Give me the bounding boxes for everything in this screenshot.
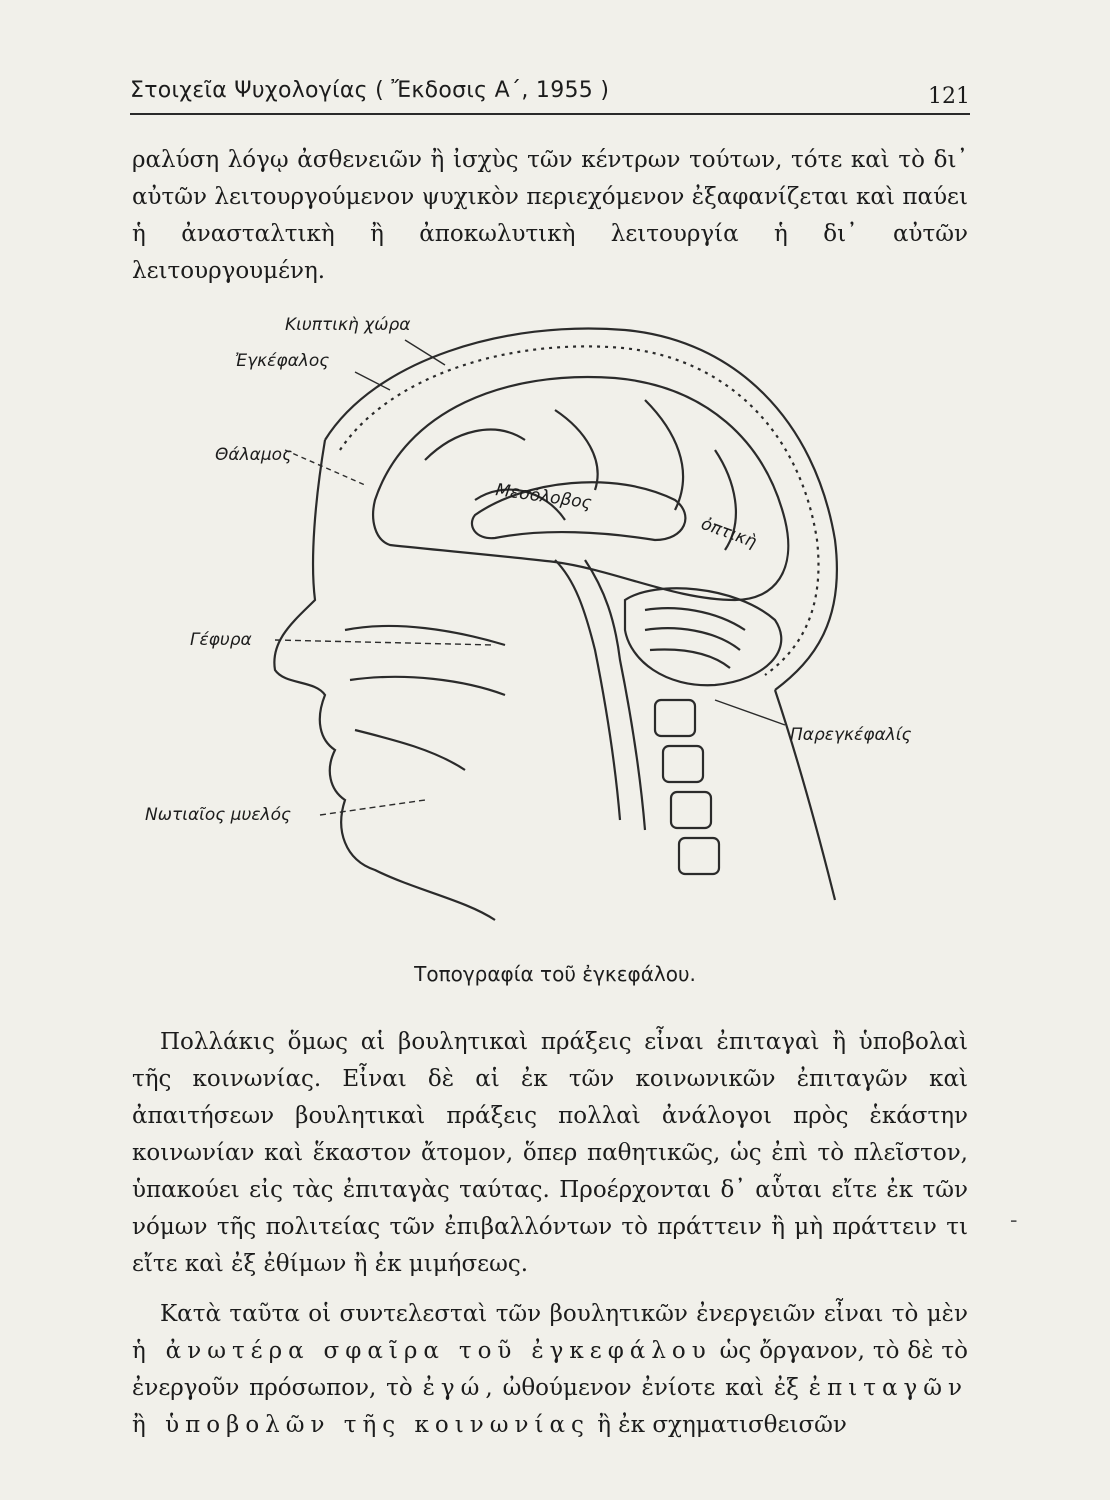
label-bridge: Γέφυρα (190, 630, 252, 650)
label-hidden-zone: Κιυπτικὴ χώρα (285, 315, 411, 335)
header-rule (130, 113, 970, 115)
paragraph-3-part-c: ὡς ὄργανον, τὸ δὲ τὸ ἐνεργοῦν πρόσωπον, τὸ (132, 1338, 969, 1401)
label-hidden-zone-right: ὀπτικὴ (698, 513, 760, 553)
running-title: Στοιχεῖα Ψυχολογίας ( Ἔκδοσις Α΄, 1955 ) (130, 78, 610, 103)
margin-mark: ‑ (1010, 1208, 1018, 1233)
paragraph-1: ραλύση λόγῳ ἀσθενειῶν ἢ ἰσχὺς τῶν κέντρων τούτων, τότε καὶ τὸ δι᾿ αὐτῶν λειτουργούμενον ψυχικὸν περιεχόμενον ἐξαφανίζεται καὶ παύει ἡ ἀνασταλτικὴ ἢ ἀποκωλυτικὴ λειτουργία ἡ δι᾿ αὐτῶν λειτουργουμένη. (132, 147, 968, 284)
cerebrum (373, 377, 788, 600)
label-thalamus: Θάλαμος (215, 445, 293, 465)
running-header (130, 78, 970, 114)
label-cerebellum: Παρεγκέφαλίς (790, 725, 912, 745)
paragraph-3 (132, 1296, 968, 1444)
label-midbrain: Μεσόλοβος (494, 480, 593, 514)
label-spinal-cord: Νωτιαῖος μυελός (145, 805, 291, 825)
paragraph-3-part-a: Κατὰ ταῦτα οἱ συντελεσταὶ τῶν βουλητικῶν ἐνεργειῶν εἶναι τὸ μὲν (160, 1301, 968, 1327)
brain-topography-figure (145, 300, 975, 960)
label-brain: Ἐγκέφαλος (235, 351, 330, 371)
paragraph-2: Πολλάκις ὅμως αἱ βουλητικαὶ πράξεις εἶναι ἐπιταγαὶ ἢ ὑποβολαὶ τῆς κοινωνίας. Εἶναι δὲ αἱ ἐκ τῶν κοινωνικῶν ἐπιταγῶν καὶ ἀπαιτήσεων βουλητικαὶ πράξεις πολλαὶ ἀνάλογοι πρὸς ἑκάστην κοινωνίαν καὶ ἕκαστον ἄτομον, ὅπερ παθητικῶς, ὡς ἐπὶ τὸ πλεῖστον, ὑπακούει εἰς τὰς ἐπιταγὰς ταύτας. Προέρχονται δ᾿ αὗται εἴτε ἐκ τῶν νόμων τῆς πολιτείας τῶν ἐπιβαλλόντων τὸ πράττειν ἢ μὴ πράττειν τι εἴτε καὶ ἐξ ἐθίμων ἢ ἐκ μιμήσεως. (132, 1029, 968, 1277)
face-profile (274, 440, 495, 920)
paragraph-3-emph-sphere: ἡ ἀνωτέρα σφαῖρα τοῦ ἐγκεφάλου (132, 1338, 712, 1364)
vertebrae (655, 700, 719, 874)
paragraph-3-part-g: ἢ ἐκ σχηματισθεισῶν (589, 1412, 847, 1438)
cerebellum (625, 588, 781, 685)
figure-caption: Τοπογραφία τοῦ ἐγκεφάλου. (414, 962, 696, 986)
paragraph-3-part-e: , ὠθούμενον ἐνίοτε καὶ ἐξ (485, 1375, 809, 1401)
paragraph-3-emph-society: ἐπιταγῶν ἢ ὑποβολῶν τῆς κοινωνίας (132, 1375, 968, 1438)
brainstem (555, 560, 645, 830)
paragraph-3-emph-ego: ἐγώ (422, 1375, 486, 1401)
page-number: 121 (928, 84, 970, 109)
